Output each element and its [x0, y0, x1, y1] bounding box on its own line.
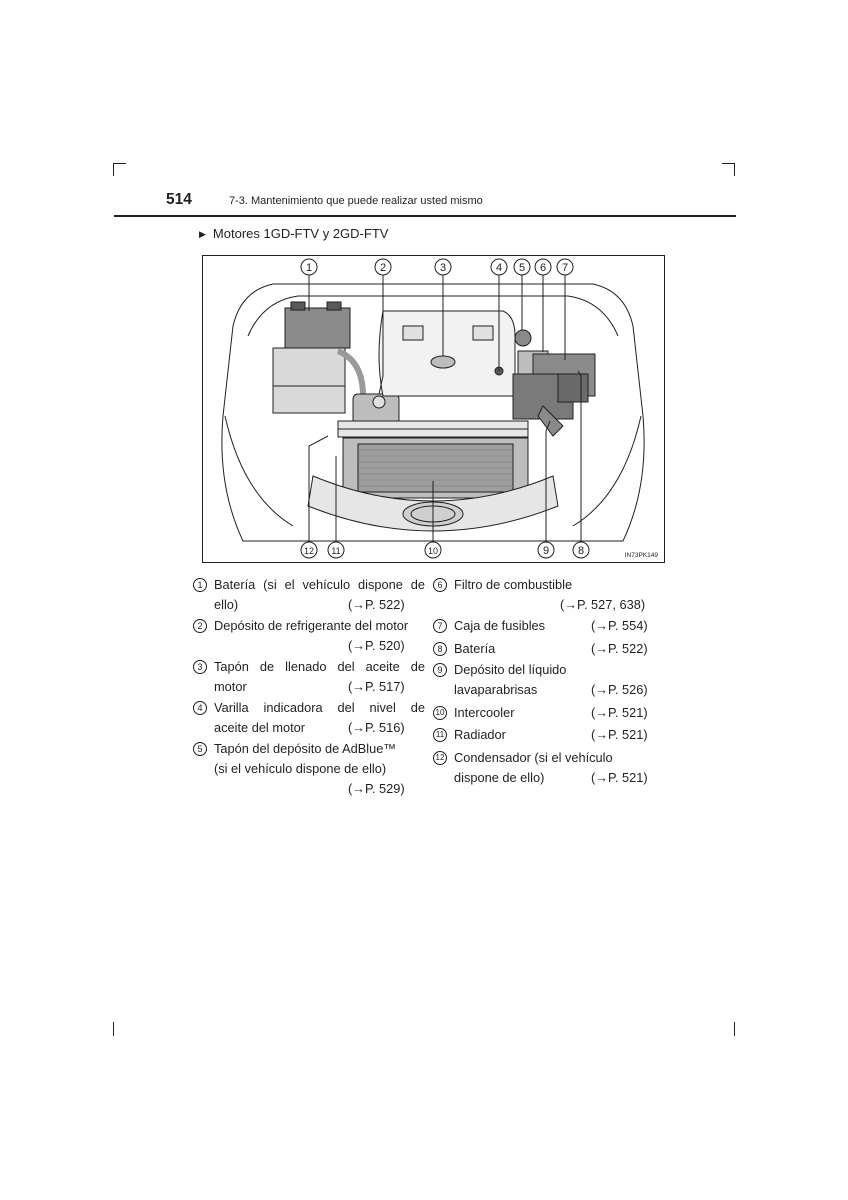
- triangle-marker-icon: ▶: [199, 229, 206, 239]
- item-number: 6: [433, 578, 447, 592]
- item-text: Batería: [454, 641, 496, 656]
- section-title: 7-3. Mantenimiento que puede realizar usted mismo: [229, 195, 483, 207]
- callout-8: 8: [577, 545, 585, 557]
- page-reference: (→P. 521): [591, 770, 648, 785]
- figure-code: IN73PK149: [624, 552, 658, 559]
- callout-10: 10: [427, 546, 439, 556]
- engine-compartment-figure: [202, 255, 665, 563]
- list-item-6: [433, 575, 653, 617]
- list-item-11: [433, 725, 653, 747]
- item-number: 2: [193, 619, 207, 633]
- page-reference: (→P. 522): [348, 597, 405, 612]
- list-item-7: [433, 616, 653, 638]
- item-text: Depósito de refrigerante del motor: [214, 618, 409, 633]
- item-text: Varilla indicadora del nivel de: [214, 700, 425, 715]
- item-text: Radiador: [454, 727, 506, 742]
- item-text: Intercooler: [454, 705, 515, 720]
- list-item-3: 3 Tapón de llenado del aceite de motor (→P. 517): [193, 657, 425, 699]
- item-number: 8: [433, 642, 447, 656]
- list-item-8: [433, 639, 653, 661]
- page-reference: (→P. 554): [591, 618, 648, 633]
- page-number: 514: [166, 191, 192, 208]
- engine-illustration: [203, 256, 664, 562]
- list-item-1: 1 Batería (si el vehículo dispone de ello) (→P. 522): [193, 575, 425, 617]
- page-reference: (→P. 521): [591, 727, 648, 742]
- page-reference: (→P. 521): [591, 705, 648, 720]
- item-number: 11: [433, 728, 447, 742]
- callout-5: 5: [518, 262, 526, 274]
- callout-9: 9: [542, 545, 550, 557]
- item-number: 12: [433, 751, 447, 765]
- page-reference: (→P. 527, 638): [560, 597, 646, 612]
- subsection-heading: [199, 226, 388, 241]
- callout-1: 1: [305, 262, 313, 274]
- item-number: 7: [433, 619, 447, 633]
- list-item-4: 4 Varilla indicadora del nivel de aceite del motor (→P. 516): [193, 698, 425, 740]
- list-item-2: [193, 616, 425, 658]
- list-item-5: 5 Tapón del depósito de AdBlue™ (si el vehículo dispone de ello) (→P. 529): [193, 739, 425, 801]
- page-reference: (→P. 526): [591, 682, 648, 697]
- page-reference: (→P. 522): [591, 641, 648, 656]
- list-item-12: 12 Condensador (si el vehículo dispone de ello) (→P. 521): [433, 748, 653, 790]
- callouts-bottom: [301, 542, 589, 558]
- item-number: 4: [193, 701, 207, 715]
- page-reference: (→P. 520): [348, 638, 405, 653]
- callout-4: 4: [495, 262, 503, 274]
- item-text: Filtro de combustible: [454, 577, 573, 592]
- header-divider: [114, 215, 736, 217]
- callout-2: 2: [379, 262, 387, 274]
- callout-11: 11: [331, 546, 341, 556]
- item-text: Condensador (si el vehículo: [454, 750, 613, 765]
- crop-mark-top-right-v: [734, 163, 735, 176]
- item-text: Depósito del líquido: [454, 662, 567, 677]
- crop-mark-bottom-left: [113, 1022, 114, 1036]
- callout-12: 12: [303, 546, 315, 556]
- item-text: Caja de fusibles: [454, 618, 546, 633]
- callouts-top: [301, 259, 573, 275]
- item-text: Batería (si el vehículo dispone de: [214, 577, 425, 592]
- item-text: Tapón de llenado del aceite de: [214, 659, 425, 674]
- item-number: 9: [433, 663, 447, 677]
- item-number: 10: [433, 706, 447, 720]
- crop-mark-top-left-v: [113, 163, 114, 176]
- item-number: 1: [193, 578, 207, 592]
- page-reference: (→P. 517): [348, 679, 405, 694]
- page-reference: (→P. 529): [348, 781, 405, 796]
- item-number: 3: [193, 660, 207, 674]
- list-item-10: [433, 703, 653, 725]
- subsection-title: Motores 1GD-FTV y 2GD-FTV: [212, 226, 389, 241]
- crop-mark-top-left-h: [113, 163, 126, 164]
- callout-7: 7: [561, 262, 569, 274]
- item-text: Tapón del depósito de AdBlue™: [214, 741, 397, 756]
- callout-3: 3: [439, 262, 447, 274]
- crop-mark-bottom-right: [734, 1022, 735, 1036]
- list-item-9: 9 Depósito del líquido lavaparabrisas (→P. 526): [433, 660, 653, 702]
- page-reference: (→P. 516): [348, 720, 405, 735]
- item-number: 5: [193, 742, 207, 756]
- callout-6: 6: [539, 262, 547, 274]
